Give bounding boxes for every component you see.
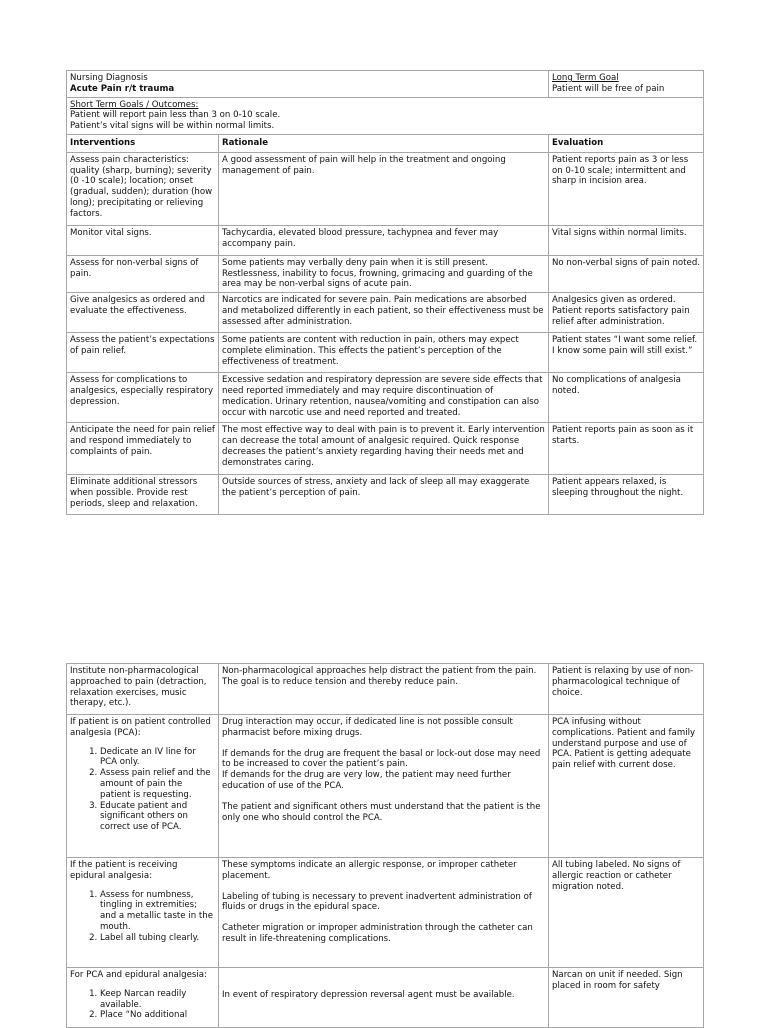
care-plan-continuation-table bbox=[66, 663, 704, 1028]
intervention-cell: Institute non-pharmacological approached to pain (detraction, relaxation exercises, music therapy, etc.). bbox=[67, 664, 219, 715]
diagnosis-value: Acute Pain r/t trauma bbox=[70, 83, 175, 94]
evaluation-cell: No complications of analgesia noted. bbox=[549, 373, 704, 423]
pca-epidural-intro: For PCA and epidural analgesia: bbox=[70, 970, 207, 980]
table-row bbox=[67, 333, 704, 373]
intervention-cell bbox=[67, 968, 219, 1028]
list-item: 1. Dedicate an IV line for PCA only. bbox=[100, 747, 215, 769]
rationale-cell: Narcotics are indicated for severe pain. Pain medications are absorbed and metabolized differently in each patient, so their effectiveness must be assessed after administration. bbox=[219, 293, 549, 333]
long-term-goal-value: Patient will be free of pain bbox=[552, 83, 665, 94]
rationale-cell: Outside sources of stress, anxiety and lack of sleep all may exaggerate the patient’s perception of pain. bbox=[219, 475, 549, 515]
evaluation-cell: Vital signs within normal limits. bbox=[549, 225, 704, 255]
short-term-goal-1: Patient will report pain less than 3 on 0-10 scale. bbox=[70, 110, 281, 121]
pca-intro: If patient is on patient controlled analgesia (PCA): bbox=[70, 717, 211, 738]
rationale-cell bbox=[219, 968, 549, 1028]
rationale-paragraph: If demands for the drug are very low, the patient may need further education of use of the PCA. bbox=[222, 770, 511, 791]
rationale-paragraph: Labeling of tubing is necessary to prevent inadvertent administration of fluids or drugs in the epidural space. bbox=[222, 891, 532, 913]
table-row bbox=[67, 664, 704, 715]
evaluation-cell: Narcan on unit if needed. Sign placed in room for safety bbox=[549, 968, 704, 1028]
short-term-goals-cell bbox=[67, 97, 704, 134]
table-row bbox=[67, 858, 704, 968]
intervention-cell bbox=[67, 715, 219, 858]
evaluation-cell: Analgesics given as ordered. Patient reports satisfactory pain relief after administration. bbox=[549, 293, 704, 333]
rationale-cell: A good assessment of pain will help in the treatment and ongoing management of pain. bbox=[219, 152, 549, 225]
table-row bbox=[67, 225, 704, 255]
intervention-cell: Anticipate the need for pain relief and respond immediately to complaints of pain. bbox=[67, 423, 219, 475]
table-row bbox=[67, 423, 704, 475]
long-term-goal-cell bbox=[549, 71, 704, 98]
evaluation-cell: Patient reports pain as 3 or less on 0-10 scale; intermittent and sharp in incision area. bbox=[549, 152, 704, 225]
rationale-cell: Some patients may verbally deny pain when it is still present. Restlessness, inability to focus, frowning, grimacing and guarding of the area may be non-verbal signs of acute pain. bbox=[219, 255, 549, 292]
diagnosis-row bbox=[67, 71, 704, 98]
rationale-cell bbox=[219, 858, 549, 968]
rationale-cell: Some patients are content with reduction in pain, others may expect complete elimination. This effects the patient’s perception of the effectiveness of treatment. bbox=[219, 333, 549, 373]
table-row bbox=[67, 373, 704, 423]
intervention-cell: Monitor vital signs. bbox=[67, 225, 219, 255]
intervention-cell: Assess the patient’s expectations of pain relief. bbox=[67, 333, 219, 373]
epidural-intro: If the patient is receiving epidural analgesia: bbox=[70, 860, 178, 881]
evaluation-cell: Patient reports pain as soon as it starts. bbox=[549, 423, 704, 475]
list-item: 2. Label all tubing clearly. bbox=[100, 933, 215, 944]
care-plan-header-table bbox=[66, 70, 704, 515]
evaluation-cell: No non-verbal signs of pain noted. bbox=[549, 255, 704, 292]
diagnosis-label: Nursing Diagnosis bbox=[70, 73, 148, 83]
column-header-interventions: Interventions bbox=[67, 134, 219, 152]
table-row bbox=[67, 968, 704, 1028]
short-term-goal-2: Patient’s vital signs will be within normal limits. bbox=[70, 121, 275, 132]
column-header-row bbox=[67, 134, 704, 152]
rationale-paragraph: In event of respiratory depression reversal agent must be available. bbox=[222, 990, 515, 1000]
list-item: 2. Assess pain relief and the amount of pain the patient is requesting. bbox=[100, 768, 215, 800]
intervention-cell: Assess pain characteristics: quality (sharp, burning); severity (0 -10 scale); location; onset (gradual, sudden); duration (how long); precipitating or relieving factors. bbox=[67, 152, 219, 225]
rationale-paragraph: Catheter migration or improper administration through the catheter can result in life-threatening complications. bbox=[222, 923, 533, 944]
evaluation-cell: Patient appears relaxed, is sleeping throughout the night. bbox=[549, 475, 704, 515]
table-row bbox=[67, 255, 704, 292]
intervention-cell: Eliminate additional stressors when possible. Provide rest periods, sleep and relaxation. bbox=[67, 475, 219, 515]
column-header-rationale: Rationale bbox=[219, 134, 549, 152]
column-header-evaluation: Evaluation bbox=[549, 134, 704, 152]
long-term-goal-label: Long Term Goal bbox=[552, 73, 619, 83]
evaluation-cell: Patient is relaxing by use of non-pharmacological technique of choice. bbox=[549, 664, 704, 715]
table-row bbox=[67, 715, 704, 858]
rationale-paragraph: The patient and significant others must understand that the patient is the only one who should control the PCA. bbox=[222, 801, 541, 823]
short-term-goals-label: Short Term Goals / Outcomes: bbox=[70, 99, 199, 110]
intervention-cell: Give analgesics as ordered and evaluate the effectiveness. bbox=[67, 293, 219, 333]
evaluation-cell: PCA infusing without complications. Patient and family understand purpose and use of PCA. Patient is getting adequate pain relief with current dose. bbox=[549, 715, 704, 858]
list-item: 2. Place “No additional bbox=[100, 1010, 215, 1021]
rationale-cell: The most effective way to deal with pain is to prevent it. Early intervention can decrease the total amount of analgesic required. Quick response decreases the patient’s anxiety regarding having their needs met and demonstrates caring. bbox=[219, 423, 549, 475]
pca-steps-list bbox=[70, 747, 215, 833]
epidural-steps-list bbox=[70, 890, 215, 944]
rationale-paragraph: These symptoms indicate an allergic response, or improper catheter placement. bbox=[222, 860, 517, 881]
rationale-cell: Excessive sedation and respiratory depression are severe side effects that need reported immediately and may require discontinuation of medication. Urinary retention, nausea/vomiting and constipation can also occur with narcotic use and need reported and treated. bbox=[219, 373, 549, 423]
rationale-cell: Tachycardia, elevated blood pressure, tachypnea and fever may accompany pain. bbox=[219, 225, 549, 255]
care-plan-page-1 bbox=[66, 70, 703, 515]
evaluation-cell: Patient states “I want some relief. I know some pain will still exist.” bbox=[549, 333, 704, 373]
diagnosis-cell bbox=[67, 71, 549, 98]
rationale-paragraph: Drug interaction may occur, if dedicated line is not possible consult pharmacist before mixing drugs. bbox=[222, 717, 513, 738]
pca-epidural-steps-list bbox=[70, 989, 215, 1021]
list-item: 1. Keep Narcan readily available. bbox=[100, 989, 215, 1011]
short-term-goals-row bbox=[67, 97, 704, 134]
list-item: 3. Educate patient and significant others on correct use of PCA. bbox=[100, 801, 215, 833]
list-item: 1. Assess for numbness, tingling in extremities; and a metallic taste in the mouth. bbox=[100, 890, 215, 933]
intervention-cell bbox=[67, 858, 219, 968]
care-plan-page-2 bbox=[66, 663, 703, 1028]
table-row bbox=[67, 152, 704, 225]
intervention-cell: Assess for complications to analgesics, especially respiratory depression. bbox=[67, 373, 219, 423]
table-row bbox=[67, 475, 704, 515]
intervention-cell: Assess for non-verbal signs of pain. bbox=[67, 255, 219, 292]
rationale-cell: Non-pharmacological approaches help distract the patient from the pain. The goal is to reduce tension and thereby reduce pain. bbox=[219, 664, 549, 715]
table-row bbox=[67, 293, 704, 333]
rationale-cell bbox=[219, 715, 549, 858]
evaluation-cell: All tubing labeled. No signs of allergic reaction or catheter migration noted. bbox=[549, 858, 704, 968]
rationale-paragraph: If demands for the drug are frequent the basal or lock-out dose may need to be increased to cover the patient’s pain. bbox=[222, 748, 541, 770]
